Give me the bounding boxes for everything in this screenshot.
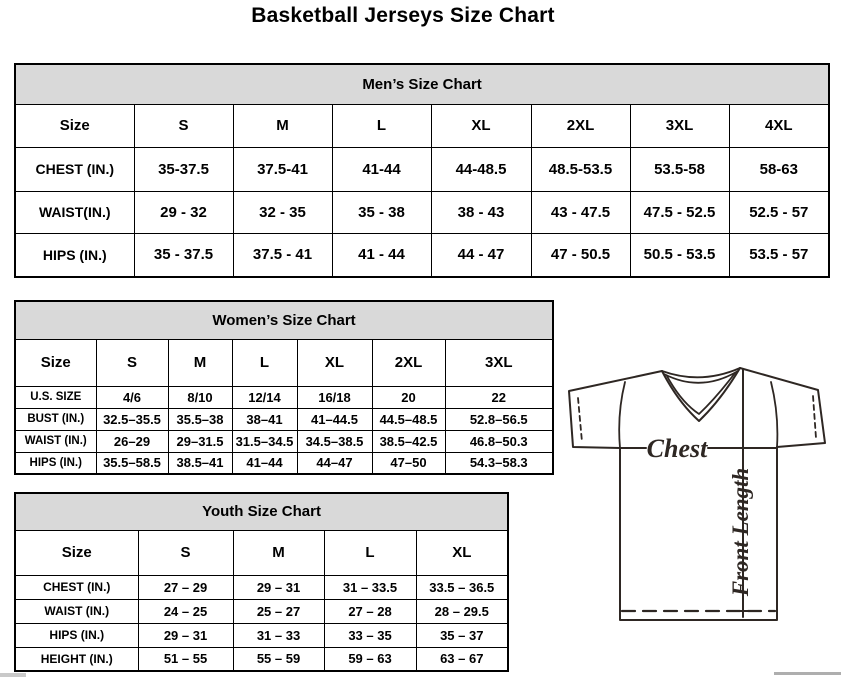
- men-column-header-xl: XL: [431, 104, 531, 147]
- youth-cell: 29 – 31: [138, 623, 233, 647]
- men-cell: 47.5 - 52.5: [630, 191, 729, 233]
- women-cell: 44.5–48.5: [372, 408, 445, 430]
- women-cell: 26–29: [96, 430, 168, 452]
- men-cell: 32 - 35: [233, 191, 332, 233]
- women-cell: 38–41: [232, 408, 297, 430]
- men-cell: 53.5-58: [630, 147, 729, 191]
- men-column-header-4xl: 4XL: [729, 104, 829, 147]
- youth-cell: 24 – 25: [138, 599, 233, 623]
- women-table-row: [15, 430, 553, 452]
- youth-table-row: [15, 623, 508, 647]
- women-cell: 47–50: [372, 452, 445, 474]
- women-cell: 20: [372, 386, 445, 408]
- women-cell: 41–44.5: [297, 408, 372, 430]
- women-cell: 52.8–56.5: [445, 408, 553, 430]
- men-cell: 35 - 38: [332, 191, 431, 233]
- women-table-row: [15, 452, 553, 474]
- men-table-row: [15, 147, 829, 191]
- youth-column-header-s: S: [138, 530, 233, 575]
- scrollbar-fragment-left: [0, 673, 26, 677]
- men-column-header-s: S: [134, 104, 233, 147]
- men-column-header-3xl: 3XL: [630, 104, 729, 147]
- men-cell: 50.5 - 53.5: [630, 233, 729, 277]
- youth-cell: 59 – 63: [324, 647, 416, 671]
- men-row-label: CHEST (IN.): [15, 147, 134, 191]
- chest-measure-label: Chest: [646, 434, 708, 463]
- women-cell: 34.5–38.5: [297, 430, 372, 452]
- women-column-header-size: Size: [15, 339, 96, 386]
- women-column-header-xl: XL: [297, 339, 372, 386]
- youth-cell: 29 – 31: [233, 575, 324, 599]
- youth-column-header-size: Size: [15, 530, 138, 575]
- youth-row-label: HIPS (IN.): [15, 623, 138, 647]
- men-column-header-l: L: [332, 104, 431, 147]
- youth-row-label: CHEST (IN.): [15, 575, 138, 599]
- women-column-header-l: L: [232, 339, 297, 386]
- mens-size-table: [14, 63, 830, 278]
- women-column-header-3xl: 3XL: [445, 339, 553, 386]
- youth-cell: 27 – 28: [324, 599, 416, 623]
- youth-row-label: HEIGHT (IN.): [15, 647, 138, 671]
- youth-column-header-xl: XL: [416, 530, 508, 575]
- youth-cell: 55 – 59: [233, 647, 324, 671]
- women-row-label: WAIST (IN.): [15, 430, 96, 452]
- youth-table-row: [15, 575, 508, 599]
- women-row-label: U.S. SIZE: [15, 386, 96, 408]
- women-table-row: [15, 408, 553, 430]
- right-armhole-seam: [771, 382, 777, 447]
- youth-table-row: [15, 647, 508, 671]
- women-cell: 38.5–41: [168, 452, 232, 474]
- youth-cell: 33 – 35: [324, 623, 416, 647]
- men-column-header-size: Size: [15, 104, 134, 147]
- youth-cell: 31 – 33.5: [324, 575, 416, 599]
- men-cell: 41 - 44: [332, 233, 431, 277]
- youth-table-row: [15, 599, 508, 623]
- scrollbar-fragment-right: [774, 672, 841, 675]
- men-cell: 47 - 50.5: [531, 233, 630, 277]
- women-cell: 35.5–38: [168, 408, 232, 430]
- women-row-label: HIPS (IN.): [15, 452, 96, 474]
- women-cell: 54.3–58.3: [445, 452, 553, 474]
- women-column-header-m: M: [168, 339, 232, 386]
- women-cell: 38.5–42.5: [372, 430, 445, 452]
- women-cell: 31.5–34.5: [232, 430, 297, 452]
- youth-chart-title: Youth Size Chart: [15, 493, 508, 530]
- right-sleeve-outline: [740, 368, 825, 447]
- youth-column-header-l: L: [324, 530, 416, 575]
- men-row-label: HIPS (IN.): [15, 233, 134, 277]
- men-column-header-2xl: 2XL: [531, 104, 630, 147]
- women-cell: 22: [445, 386, 553, 408]
- youth-cell: 63 – 67: [416, 647, 508, 671]
- youth-cell: 25 – 27: [233, 599, 324, 623]
- men-cell: 35-37.5: [134, 147, 233, 191]
- youth-column-header-m: M: [233, 530, 324, 575]
- youth-cell: 31 – 33: [233, 623, 324, 647]
- women-row-label: BUST (IN.): [15, 408, 96, 430]
- women-column-header-2xl: 2XL: [372, 339, 445, 386]
- men-cell: 44 - 47: [431, 233, 531, 277]
- youth-cell: 33.5 – 36.5: [416, 575, 508, 599]
- men-column-header-m: M: [233, 104, 332, 147]
- women-cell: 46.8–50.3: [445, 430, 553, 452]
- men-cell: 52.5 - 57: [729, 191, 829, 233]
- right-cuff-dashed-line: [813, 396, 816, 438]
- men-cell: 37.5 - 41: [233, 233, 332, 277]
- jersey-diagram: [560, 358, 843, 630]
- youth-size-table: [14, 492, 509, 672]
- left-armhole-seam: [619, 382, 625, 448]
- women-cell: 12/14: [232, 386, 297, 408]
- jersey-outline-svg: [560, 358, 843, 630]
- women-cell: 29–31.5: [168, 430, 232, 452]
- men-table-row: [15, 233, 829, 277]
- page-title: Basketball Jerseys Size Chart: [251, 4, 555, 27]
- women-cell: 16/18: [297, 386, 372, 408]
- women-cell: 44–47: [297, 452, 372, 474]
- youth-cell: 51 – 55: [138, 647, 233, 671]
- women-cell: 32.5–35.5: [96, 408, 168, 430]
- left-cuff-dashed-line: [578, 398, 582, 442]
- men-row-label: WAIST(IN.): [15, 191, 134, 233]
- men-cell: 53.5 - 57: [729, 233, 829, 277]
- front-length-measure-label: Front Length: [728, 467, 753, 597]
- youth-cell: 28 – 29.5: [416, 599, 508, 623]
- womens-size-table: [14, 300, 554, 475]
- youth-row-label: WAIST (IN.): [15, 599, 138, 623]
- women-cell: 8/10: [168, 386, 232, 408]
- men-table-row: [15, 191, 829, 233]
- men-cell: 35 - 37.5: [134, 233, 233, 277]
- body-outline: [620, 447, 777, 620]
- men-cell: 37.5-41: [233, 147, 332, 191]
- men-chart-title: Men’s Size Chart: [15, 64, 829, 104]
- men-cell: 41-44: [332, 147, 431, 191]
- women-table-row: [15, 386, 553, 408]
- women-cell: 4/6: [96, 386, 168, 408]
- youth-cell: 27 – 29: [138, 575, 233, 599]
- men-cell: 38 - 43: [431, 191, 531, 233]
- men-cell: 44-48.5: [431, 147, 531, 191]
- men-cell: 29 - 32: [134, 191, 233, 233]
- women-cell: 41–44: [232, 452, 297, 474]
- women-cell: 35.5–58.5: [96, 452, 168, 474]
- men-cell: 58-63: [729, 147, 829, 191]
- men-cell: 48.5-53.5: [531, 147, 630, 191]
- women-column-header-s: S: [96, 339, 168, 386]
- youth-cell: 35 – 37: [416, 623, 508, 647]
- women-chart-title: Women’s Size Chart: [15, 301, 553, 339]
- men-cell: 43 - 47.5: [531, 191, 630, 233]
